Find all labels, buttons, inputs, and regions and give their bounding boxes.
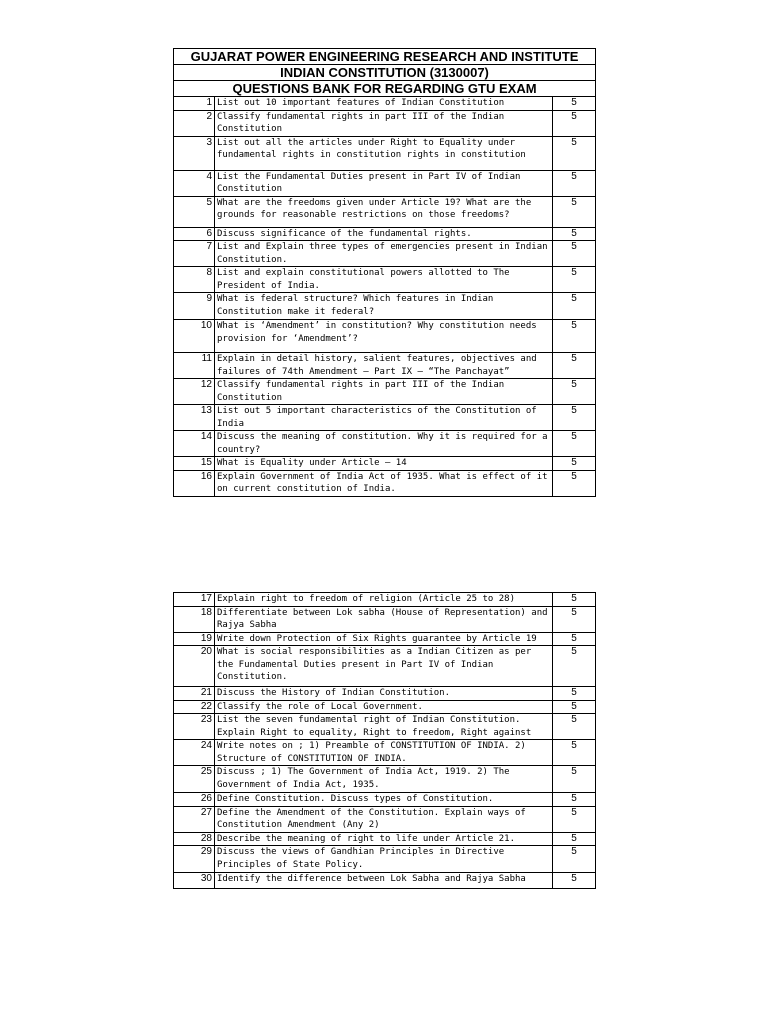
- table-row: [174, 170, 596, 196]
- question-text: Write notes on ; 1) Preamble of CONSTITUTION OF INDIA. 2) Structure of CONSTITUTION OF INDIA.: [215, 740, 553, 766]
- table-row: [174, 714, 596, 740]
- question-number: 19: [174, 632, 215, 646]
- table-row: [174, 806, 596, 832]
- question-marks: 5: [553, 110, 596, 136]
- question-text: Discuss the views of Gandhian Principles in Directive Principles of State Policy.: [215, 846, 553, 873]
- question-text: Identify the difference between Lok Sabha and Rajya Sabha: [215, 873, 553, 889]
- question-number: 4: [174, 170, 215, 196]
- question-marks: 5: [553, 320, 596, 353]
- table-row: [174, 700, 596, 714]
- question-marks: 5: [553, 873, 596, 889]
- question-marks: 5: [553, 136, 596, 170]
- question-marks: 5: [553, 593, 596, 607]
- question-marks: 5: [553, 606, 596, 632]
- question-text: What is social responsibilities as a Indian Citizen as per the Fundamental Duties present in Part IV of Indian Constitution.: [215, 646, 553, 687]
- question-number: 22: [174, 700, 215, 714]
- table-row: [174, 431, 596, 457]
- table-row: [174, 793, 596, 807]
- question-marks: 5: [553, 632, 596, 646]
- table-row: [174, 405, 596, 431]
- question-number: 12: [174, 379, 215, 405]
- question-marks: 5: [553, 196, 596, 227]
- question-number: 25: [174, 766, 215, 793]
- question-text: List the seven fundamental right of Indian Constitution. Explain Right to equality, Right to freedom, Right against: [215, 714, 553, 740]
- table-row: [174, 196, 596, 227]
- table-row: [174, 241, 596, 267]
- question-marks: 5: [553, 806, 596, 832]
- question-marks: 5: [553, 700, 596, 714]
- question-text: Discuss the History of Indian Constitution.: [215, 687, 553, 701]
- question-number: 28: [174, 832, 215, 846]
- question-text: Classify fundamental rights in part III of the Indian Constitution: [215, 110, 553, 136]
- question-text: Explain right to freedom of religion (Article 25 to 28): [215, 593, 553, 607]
- question-text: What are the freedoms given under Article 19? What are the grounds for reasonable restrictions on those freedoms?: [215, 196, 553, 227]
- question-text: List the Fundamental Duties present in Part IV of Indian Constitution: [215, 170, 553, 196]
- institute-name: GUJARAT POWER ENGINEERING RESEARCH AND INSTITUTE: [174, 49, 596, 65]
- question-number: 7: [174, 241, 215, 267]
- question-text: List out all the articles under Right to Equality under fundamental rights in constitution rights in constitution: [215, 136, 553, 170]
- question-text: Classify the role of Local Government.: [215, 700, 553, 714]
- table-row: [174, 97, 596, 111]
- question-text: Discuss ; 1) The Government of India Act, 1919. 2) The Government of India Act, 1935.: [215, 766, 553, 793]
- question-text: Define the Amendment of the Constitution. Explain ways of Constitution Amendment (Any 2): [215, 806, 553, 832]
- table-row: [174, 832, 596, 846]
- question-text: What is federal structure? Which features in Indian Constitution make it federal?: [215, 293, 553, 320]
- question-marks: 5: [553, 293, 596, 320]
- question-number: 6: [174, 227, 215, 241]
- table-row: [174, 646, 596, 687]
- question-text: List and explain constitutional powers allotted to The President of India.: [215, 267, 553, 293]
- table-row: [174, 320, 596, 353]
- question-text: Differentiate between Lok sabha (House of Representation) and Rajya Sabha: [215, 606, 553, 632]
- question-number: 16: [174, 470, 215, 496]
- question-number: 5: [174, 196, 215, 227]
- question-number: 2: [174, 110, 215, 136]
- question-marks: 5: [553, 470, 596, 496]
- question-marks: 5: [553, 241, 596, 267]
- table-row: [174, 136, 596, 170]
- question-text: Describe the meaning of right to life under Article 21.: [215, 832, 553, 846]
- question-number: 8: [174, 267, 215, 293]
- question-number: 20: [174, 646, 215, 687]
- table-row: [174, 687, 596, 701]
- header-row-title: [174, 81, 596, 97]
- question-number: 30: [174, 873, 215, 889]
- question-marks: 5: [553, 846, 596, 873]
- header-row-subject: [174, 65, 596, 81]
- question-text: What is Equality under Article – 14: [215, 457, 553, 471]
- table-row: [174, 593, 596, 607]
- table-row: [174, 457, 596, 471]
- question-text: List and Explain three types of emergencies present in Indian Constitution.: [215, 241, 553, 267]
- header-row-institute: [174, 49, 596, 65]
- question-number: 13: [174, 405, 215, 431]
- question-marks: 5: [553, 646, 596, 687]
- table-row: [174, 846, 596, 873]
- question-marks: 5: [553, 714, 596, 740]
- question-number: 27: [174, 806, 215, 832]
- question-text: Discuss significance of the fundamental rights.: [215, 227, 553, 241]
- question-table-2-body: [174, 593, 596, 889]
- question-text: What is ‘Amendment’ in constitution? Why constitution needs provision for ‘Amendment’?: [215, 320, 553, 353]
- question-marks: 5: [553, 170, 596, 196]
- question-marks: 5: [553, 97, 596, 111]
- question-marks: 5: [553, 793, 596, 807]
- question-text: Discuss the meaning of constitution. Why it is required for a country?: [215, 431, 553, 457]
- question-text: Write down Protection of Six Rights guarantee by Article 19: [215, 632, 553, 646]
- table-row: [174, 873, 596, 889]
- table-row: [174, 632, 596, 646]
- question-marks: 5: [553, 353, 596, 379]
- table-row: [174, 293, 596, 320]
- question-number: 15: [174, 457, 215, 471]
- question-number: 29: [174, 846, 215, 873]
- question-text: Classify fundamental rights in part III of the Indian Constitution: [215, 379, 553, 405]
- question-number: 11: [174, 353, 215, 379]
- question-number: 26: [174, 793, 215, 807]
- question-table-1: [173, 48, 596, 497]
- table-row: [174, 267, 596, 293]
- question-marks: 5: [553, 379, 596, 405]
- question-marks: 5: [553, 431, 596, 457]
- question-text: List out 10 important features of Indian Constitution: [215, 97, 553, 111]
- question-marks: 5: [553, 227, 596, 241]
- question-table-1-body: [174, 49, 596, 497]
- question-marks: 5: [553, 267, 596, 293]
- table-row: [174, 227, 596, 241]
- subject-title: INDIAN CONSTITUTION (3130007): [174, 65, 596, 81]
- question-number: 18: [174, 606, 215, 632]
- question-number: 23: [174, 714, 215, 740]
- table-row: [174, 110, 596, 136]
- question-text: Explain in detail history, salient features, objectives and failures of 74th Amendment – Part IX – “The Panchayat”: [215, 353, 553, 379]
- table-row: [174, 353, 596, 379]
- table-row: [174, 766, 596, 793]
- question-number: 9: [174, 293, 215, 320]
- table-row: [174, 606, 596, 632]
- question-marks: 5: [553, 687, 596, 701]
- question-number: 24: [174, 740, 215, 766]
- question-marks: 5: [553, 740, 596, 766]
- question-text: List out 5 important characteristics of the Constitution of India: [215, 405, 553, 431]
- table-row: [174, 379, 596, 405]
- question-number: 10: [174, 320, 215, 353]
- table-row: [174, 740, 596, 766]
- question-text: Define Constitution. Discuss types of Constitution.: [215, 793, 553, 807]
- question-text: Explain Government of India Act of 1935. What is effect of it on current constitution of India.: [215, 470, 553, 496]
- table-row: [174, 470, 596, 496]
- question-number: 3: [174, 136, 215, 170]
- question-table-2: [173, 592, 596, 889]
- question-marks: 5: [553, 405, 596, 431]
- question-marks: 5: [553, 457, 596, 471]
- question-number: 14: [174, 431, 215, 457]
- question-marks: 5: [553, 832, 596, 846]
- question-number: 17: [174, 593, 215, 607]
- page-title: QUESTIONS BANK FOR REGARDING GTU EXAM: [174, 81, 596, 97]
- question-number: 1: [174, 97, 215, 111]
- question-marks: 5: [553, 766, 596, 793]
- question-number: 21: [174, 687, 215, 701]
